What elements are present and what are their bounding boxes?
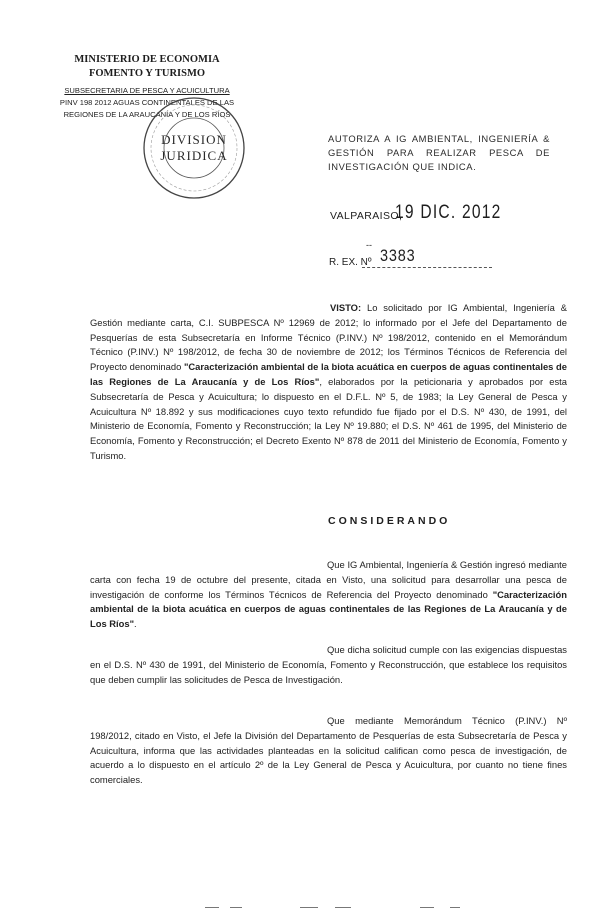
- footer-dash: [300, 907, 318, 908]
- stamp-line-2: JURIDICA: [160, 148, 228, 163]
- ministry-subtitle: FOMENTO Y TURISMO: [88, 68, 206, 79]
- tick-mark: --: [366, 240, 372, 250]
- c1-text-2: .: [134, 618, 137, 630]
- division-juridica-stamp: [140, 94, 248, 202]
- rex-label: R. EX. Nº: [329, 257, 372, 268]
- footer-dash: [420, 907, 434, 908]
- considerando-1: [90, 558, 567, 632]
- visto-label: VISTO:: [330, 302, 362, 313]
- stamp-line-1: DIVISION: [161, 132, 227, 147]
- rex-number: 3383: [380, 246, 416, 265]
- title-line-3: INVESTIGACIÓN QUE INDICA.: [328, 161, 477, 172]
- title-line-2: GESTIÓN PARA REALIZAR PESCA DE: [328, 147, 550, 158]
- file-reference: PINV 198 2012 AGUAS CONTINENTALES DE LAS: [59, 98, 235, 107]
- considerando-heading: CONSIDERANDO: [328, 515, 451, 527]
- footer-dash: [335, 907, 351, 908]
- title-line-1: AUTORIZA A IG AMBIENTAL, INGENIERÍA &: [328, 133, 550, 144]
- visto-paragraph: [90, 301, 567, 464]
- considerando-2: [90, 643, 567, 687]
- visto-project: "Caracterización ambiental de la biota acuática en cuerpos de aguas continentales de las Regiones de La Araucanía y de Los Ríos": [90, 361, 567, 387]
- c3-text: Que mediante Memorándum Técnico (P.INV.) Nº 198/2012, citado en Visto, el Jefe la División del Departamento de Pesquerías de esta Subsecretaría de Pesca y Acuicultura, informa que las actividades planteadas en la solicitud califican como pesca de investigación, de acuerdo a lo dispuesto en el artículo 2º de la Ley General de Pesca y Acuicultura, por cuanto no tiene fines comerciales.: [90, 715, 567, 786]
- visto-text-1: Lo solicitado por IG Ambiental, Ingeniería & Gestión mediante carta, C.I. SUBPESCA Nº 12969 de 2012; lo informado por el Jefe del Departamento de Pesquerías de esta Subsecretaría en Informe Técnico (P.INV.) Nº 198/2012, contenido en el Memorándum Técnico (P.INV.) Nº 198/2012, de fecha 30 de noviembre de 2012; los Términos Técnicos de Referencia del Proyecto denominado: [90, 302, 567, 373]
- date-stamp: 19 DIC. 2012: [395, 202, 502, 223]
- visto-text-2: , elaborados por la peticionaria y aprobados por esta Subsecretaría de Pesca y Acuicultura; lo dispuesto en el D.F.L. Nº 5, de 1983; la Ley General de Pesca y Acuicultura Nº 18.892 y sus modificaciones cuyo texto refundido fue fijado por el D.S. Nº 430, de 1991, del Ministerio de Economía, Fomento y Reconstrucción; la Ley Nº 19.880; el D.S. Nº 461 de 1995, del Ministerio de Economía, Fomento y Reconstrucción; el Decreto Exento Nº 878 de 2011 del Ministerio de Economía, Fomento y Turismo.: [90, 375, 567, 461]
- subsecretaria-name: SUBSECRETARIA DE PESCA Y ACUICULTURA: [64, 86, 230, 95]
- rex-underline: [362, 267, 492, 268]
- resolution-title: [328, 132, 550, 174]
- file-reference-regions: REGIONES DE LA ARAUCANÍA Y DE LOS RÍOS: [63, 110, 231, 119]
- footer-dash: [230, 907, 242, 908]
- c1-project: "Caracterización ambiental de la biota acuática en cuerpos de aguas continentales de las Regiones de La Araucanía y de Los Ríos": [90, 588, 567, 630]
- place: VALPARAISO,: [330, 210, 403, 222]
- c1-text-1: Que IG Ambiental, Ingeniería & Gestión ingresó mediante carta con fecha 19 de octubre del presente, citada en Visto, una solicitud para desarrollar una pesca de investigación de conforme los Términos Técnicos de Referencia del Proyecto denominado: [90, 559, 567, 600]
- footer-dash: [450, 907, 460, 908]
- footer-dash: [205, 907, 219, 908]
- considerando-3: [90, 714, 567, 788]
- c2-text: Que dicha solicitud cumple con las exigencias dispuestas en el D.S. Nº 430 de 1991, del Ministerio de Economía, Fomento y Reconstrucción, que establece los requisitos que deben cumplir las solicitudes de Pesca de Investigación.: [90, 644, 567, 685]
- ministry-name: MINISTERIO DE ECONOMIA: [74, 54, 220, 65]
